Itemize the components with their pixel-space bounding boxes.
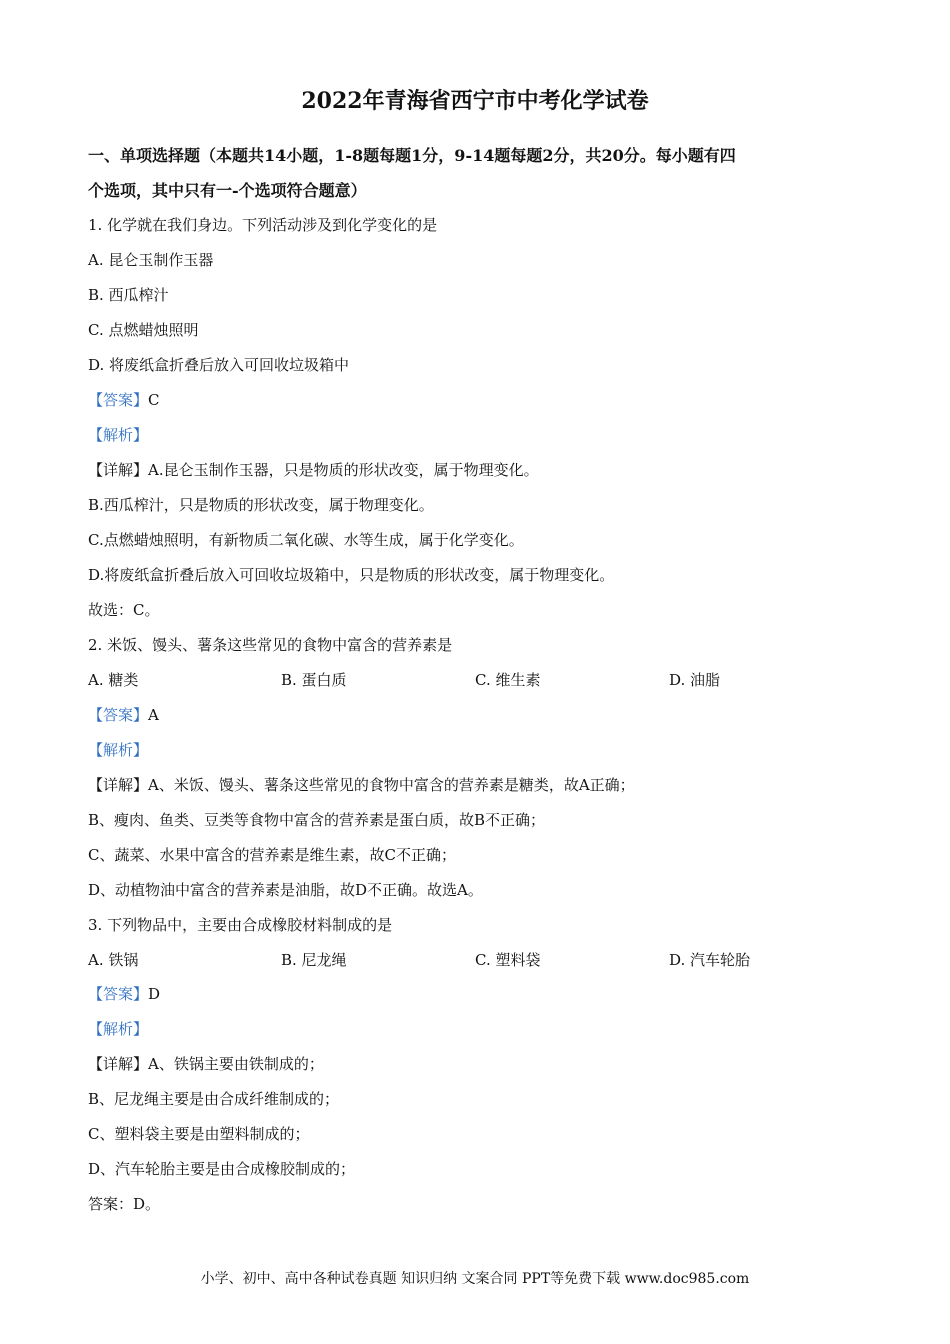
- q3-answer: [88, 983, 878, 1005]
- section-heading-line-1: 一、单项选择题（本题共14小题，1-8题每题1分，9-14题每题2分，共20分。每小题有四: [88, 146, 736, 165]
- answer-value: D: [148, 985, 161, 1003]
- q3-detail-3: C、塑料袋主要是由塑料制成的；: [88, 1125, 310, 1143]
- q2-detail-2: B、瘦肉、鱼类、豆类等食物中富含的营养素是蛋白质，故B不正确；: [88, 811, 546, 829]
- q3-option-c: C. 塑料袋: [475, 951, 541, 969]
- q1-analysis-tag: 【解析】: [88, 426, 149, 444]
- q2-detail-3: C、蔬菜、水果中富含的营养素是维生素，故C不正确；: [88, 846, 456, 864]
- q1-detail-4: D.将废纸盒折叠后放入可回收垃圾箱中，只是物质的形状改变，属于物理变化。: [88, 566, 615, 584]
- q3-option-a: A. 铁锅: [88, 951, 139, 969]
- q3-stem: 3. 下列物品中，主要由合成橡胶材料制成的是: [88, 916, 393, 934]
- q2-detail-1: [88, 774, 878, 796]
- detail-tag: 【详解】: [88, 461, 149, 479]
- page-footer: 小学、初中、高中各种试卷真题 知识归纳 文案合同 PPT等免费下载 www.doc985.com: [200, 1271, 750, 1287]
- detail-tag: 【详解】: [88, 1055, 149, 1073]
- q2-stem: 2. 米饭、馒头、薯条这些常见的食物中富含的营养素是: [88, 636, 453, 654]
- q2-analysis-tag: 【解析】: [88, 741, 149, 759]
- q3-analysis-tag: 【解析】: [88, 1020, 149, 1038]
- q1-option-a: A. 昆仑玉制作玉器: [88, 251, 214, 269]
- q1-detail-1: [88, 459, 878, 481]
- answer-tag: 【答案】: [88, 391, 149, 409]
- page-title: 2022年青海省西宁市中考化学试卷: [301, 88, 649, 114]
- q3-option-d: D. 汽车轮胎: [669, 951, 751, 969]
- q1-answer: [88, 389, 878, 411]
- q1-conclusion: 故选：C。: [88, 601, 160, 619]
- q2-detail-4: D、动植物油中富含的营养素是油脂，故D不正确。故选A。: [88, 881, 483, 899]
- section-heading-line-2: 个选项，其中只有一-个选项符合题意）: [88, 181, 367, 200]
- q3-option-b: B. 尼龙绳: [281, 951, 347, 969]
- q2-option-d: D. 油脂: [669, 671, 721, 689]
- answer-tag: 【答案】: [88, 706, 149, 724]
- q2-option-b: B. 蛋白质: [281, 671, 347, 689]
- q3-detail-1: [88, 1053, 878, 1075]
- q2-option-c: C. 维生素: [475, 671, 541, 689]
- answer-value: A: [148, 706, 159, 724]
- q1-option-b: B. 西瓜榨汁: [88, 286, 169, 304]
- q3-detail-2: B、尼龙绳主要是由合成纤维制成的；: [88, 1090, 340, 1108]
- q1-detail-3: C.点燃蜡烛照明，有新物质二氧化碳、水等生成，属于化学变化。: [88, 531, 524, 549]
- q1-detail-2: B.西瓜榨汁，只是物质的形状改变，属于物理变化。: [88, 496, 434, 514]
- detail-tag: 【详解】: [88, 776, 149, 794]
- q3-conclusion: 答案：D。: [88, 1195, 161, 1213]
- q1-option-d: D. 将废纸盒折叠后放入可回收垃圾箱中: [88, 356, 350, 374]
- q3-detail-4: D、汽车轮胎主要是由合成橡胶制成的；: [88, 1160, 356, 1178]
- answer-tag: 【答案】: [88, 985, 149, 1003]
- q1-stem: 1. 化学就在我们身边。下列活动涉及到化学变化的是: [88, 216, 438, 234]
- detail-text: A.昆仑玉制作玉器，只是物质的形状改变，属于物理变化。: [148, 461, 539, 479]
- q1-option-c: C. 点燃蜡烛照明: [88, 321, 199, 339]
- answer-value: C: [148, 391, 160, 409]
- q2-answer: [88, 704, 878, 726]
- detail-text: A、米饭、馒头、薯条这些常见的食物中富含的营养素是糖类，故A正确；: [148, 776, 635, 794]
- q2-option-a: A. 糖类: [88, 671, 139, 689]
- detail-text: A、铁锅主要由铁制成的；: [148, 1055, 324, 1073]
